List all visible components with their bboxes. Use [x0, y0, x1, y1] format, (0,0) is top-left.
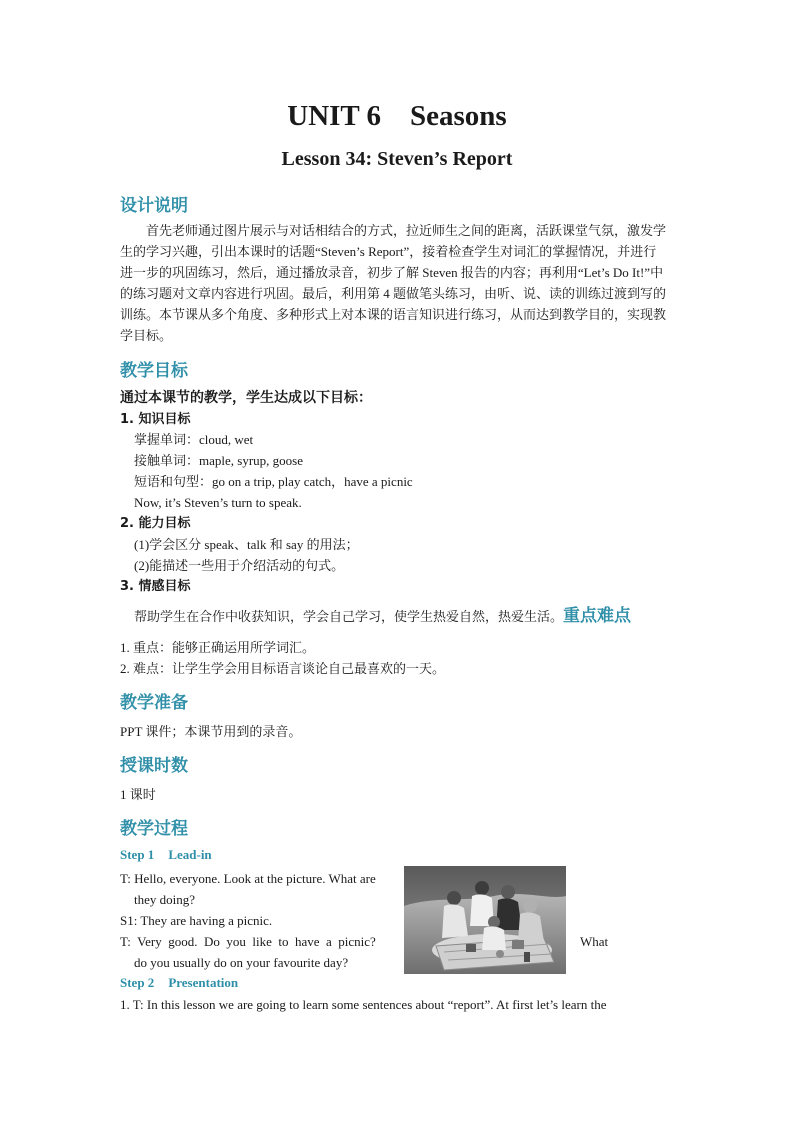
hours-text: 1 课时: [120, 787, 156, 802]
ability-title: 2. 能力目标: [120, 516, 191, 531]
key-sentence: Now, it’s Steven’s turn to speak.: [134, 495, 302, 510]
unit-title: UNIT 6 Seasons: [287, 100, 507, 132]
step-2-label: Step 2: [120, 975, 155, 990]
ability-item-2: (2)能描述一些用于介绍活动的句式。: [134, 558, 345, 573]
prep-text: PPT 课件；本课节用到的录音。: [120, 724, 302, 739]
hours-heading: 授课时数: [120, 756, 188, 776]
step-2-heading: [120, 975, 238, 991]
step-1-heading: [120, 847, 212, 863]
dialog-t1a: T: Hello, everyone. Look at the picture. What are: [120, 871, 376, 886]
picnic-illustration: [404, 866, 566, 974]
dialog-t2a: T: Very good. Do you like to have a picnic?: [120, 934, 376, 949]
emotion-row: [134, 606, 631, 627]
lesson-title: Lesson 34: Steven’s Report: [281, 148, 513, 170]
key-point-1: 1. 重点：能够正确运用所学词汇。: [120, 640, 316, 655]
emotion-text: 帮助学生在合作中收获知识，学会自己学习，使学生热爱自然，热爱生活。: [134, 609, 564, 624]
design-heading: 设计说明: [120, 196, 188, 216]
mastery-words: 掌握单词：cloud, wet: [134, 432, 254, 447]
picnic-photo: [404, 866, 566, 974]
step-1-name: Lead-in: [168, 847, 212, 862]
key-point-2: 2. 难点：让学生学会用目标语言谈论自己最喜欢的一天。: [120, 661, 446, 676]
knowledge-title: 1. 知识目标: [120, 412, 191, 427]
step-2-name: Presentation: [168, 975, 239, 990]
dialog-t2b: do you usually do on your favourite day?: [134, 955, 349, 970]
design-body: 首先老师通过图片展示与对话相结合的方式，拉近师生之间的距离，活跃课堂气氛，激发学生的学习兴趣，引出本课时的话题“Steven’s Report”，接着检查学生对词汇的掌握情况，并进行进一步的巩固练习，然后，通过播放录音，初步了解 Steven 报告的内容；再利用“Let’s Do It!”中的练习题对文章内容进行巩固。最后，利用第 4 题做笔头练习，由听、说、读的训练过渡到写的训练。本节课从多个角度、多种形式上对本课的语言知识进行练习，从而达到教学目的，实现教学目标。: [120, 223, 667, 343]
step-1-label: Step 1: [120, 847, 155, 862]
process-heading: 教学过程: [120, 819, 188, 839]
dialog-t2-what: What: [580, 934, 609, 949]
ability-item-1: (1)学会区分 speak、talk 和 say 的用法；: [134, 537, 359, 552]
exposure-words: 接触单词：maple, syrup, goose: [134, 453, 303, 468]
objectives-intro: 通过本课节的教学，学生达成以下目标：: [120, 390, 372, 406]
phrases-patterns: 短语和句型：go on a trip, play catch，have a picnic: [134, 474, 413, 489]
objectives-heading: 教学目标: [120, 361, 188, 381]
emotion-title: 3. 情感目标: [120, 579, 191, 594]
dialog-t1b: they doing?: [134, 892, 196, 907]
dialog-s1: S1: They are having a picnic.: [120, 913, 273, 928]
presentation-line-1: 1. T: In this lesson we are going to learn some sentences about “report”. At first let’s learn the: [120, 997, 607, 1012]
prep-heading: 教学准备: [120, 693, 188, 713]
key-difficulty-heading: 重点难点: [563, 606, 632, 626]
